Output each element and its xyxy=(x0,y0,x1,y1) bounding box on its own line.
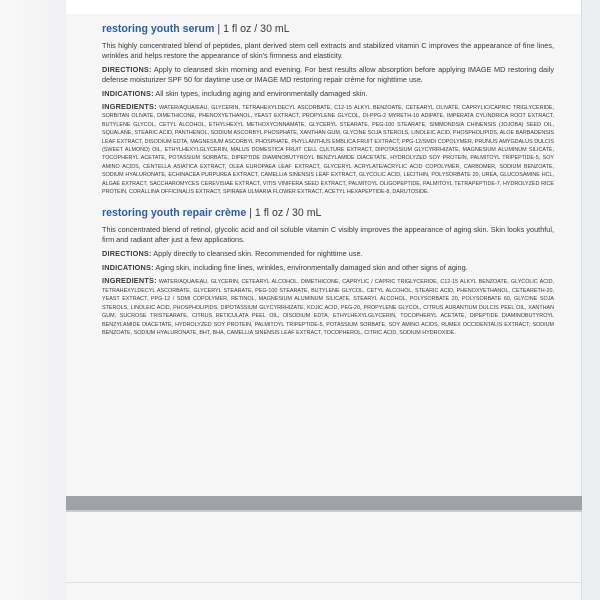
creme-product-name: restoring youth repair crème xyxy=(102,207,247,220)
serum-separator: | xyxy=(214,23,224,35)
serum-product-name: restoring youth serum xyxy=(102,23,215,35)
serum-description: This highly concentrated blend of peptides, plant derived stem cell extracts and stabilized vitamin C improves the appearance of fine lines, wrinkles and helps restore the appearance of skin's firmness and elasticity. xyxy=(102,41,554,60)
creme-description: This concentrated blend of retinol, glycolic acid and oil soluble vitamin C visibly improves the appearance of aging skin. Skin looks youthful, firm and radiant after just a few applications. xyxy=(102,225,554,245)
serum-ingredients-text: WATER/AQUA/EAU, GLYCERIN, TETRAHEXYLDECYL ASCORBATE, C12-15 ALKYL BENZOATE, CETEARYL OLIVATE, CAPRYLIC/CAPRIC TRIGLYCERIDE, SORBITAN OLIVATE, DIMETHICONE, PHENOXYETHANOL, YEAST EXTRACT, PROPYLENE GLYCOL, DI-PPG-2 MYRETH-10 ADIPATE, IMPERATA CYLINDRICA ROOT EXTRACT, BUTYLENE GLYCOL, CETYL ALCOHOL, ETHYLHEXYL METHOXYCINNAMATE, GLYCERYL STEARATE, PEG-100 STEARATE, SIMMONDSIA CHINENSIS (JOJOBA) SEED OIL, SQUALANE, STEARIC ACID, PANTHENOL, SODIUM ASCORBYL PHOSPHATE, XANTHAN GUM, GLYCINE SOJA STEROLS, LINOLEIC ACID, PHOSPHOLIPIDS, ALOE BARBADENSIS LEAF EXTRACT, DISODIUM EDTA, MAGNESIUM ASCORBYL PHOSPHATE, PHYLLANTHUS EMBLICA FRUIT EXTRACT, PPG-12/SMDI COPOLYMER, PRUNUS AMYGDALUS DULCIS (SWEET ALMOND) OIL, ETHYLHEXYLGLYCERIN, MALUS DOMESTICA FRUIT CELL CULTURE EXTRACT, DIPOTASSIUM GLYCYRRHIZATE, MAGNESIUM ALUMINUM SILICATE, TOCOPHERYL ACETATE, POTASSIUM SORBATE, DIPEPTIDE DIAMINOBUTYROYL BENZYLAMIDE DIACETATE, HYDROLYZED SOY PROTEIN, PALMITOYL TRIPEPTIDE-5, SOY AMINO ACIDS, CENTELLA ASIATICA EXTRACT, OLEA EUROPAEA LEAF EXTRACT, GLYCERYL ACRYLATE/ACRYLIC ACID COPOLYMER, CARBOMER, SODIUM BENZOATE, SODIUM HYALURONATE, ECHINACEA PURPUREA EXTRACT, CAMELLIA SINENSIS LEAF EXTRACT, GLYCOLIC ACID, LECITHIN, POLYSORBATE 20, UREA, GLUCOSAMINE HCL, ALGAE EXTRACT, SACCHAROMYCES CEREVISIAE EXTRACT, VITIS VINIFERA SEED EXTRACT, PALMITOYL OLIGOPEPTIDE, PALMITOYL TETRAPEPTIDE-7, HYDROLYZED RICE PROTEIN, CORALLINA OFFICINALIS EXTRACT, SPIRAEA ULMARIA FLOWER EXTRACT, ACETYL HEXAPEPTIDE-8, DARUTOSIDE. xyxy=(102,105,555,196)
creme-indications-label: INDICATIONS: xyxy=(102,263,154,273)
serum-ingredients-label: INGREDIENTS: xyxy=(102,102,157,111)
label-content xyxy=(102,22,554,347)
serum-size: 1 fl oz / 30 mL xyxy=(223,23,290,35)
carton-right-edge xyxy=(581,0,600,600)
gray-accent-band xyxy=(66,496,582,510)
creme-indications xyxy=(102,263,554,273)
creme-ingredients-label: INGREDIENTS: xyxy=(102,276,157,286)
creme-heading xyxy=(102,206,554,220)
serum-ingredients xyxy=(102,103,554,196)
serum-directions-text: Apply to cleansed skin morning and evening. For best results allow absorption before applying IMAGE MD restoring daily defense moisturizer SPF 50 for daytime use or IMAGE MD restoring repair crème for nighttime use. xyxy=(102,65,554,84)
creme-ingredients-text: WATER/AQUA/EAU, GLYCERIN, CETEARYL ALCOHOL, DIMETHICONE, CAPRYLIC / CAPRIC TRIGLYCERIDE, C12-15 ALKYL BENZOATE, GLYCOLIC ACID, TETRAHEXYLDECYL ASCORBATE, GLYCERYL STEARATE, PEG-100 STEARATE, BUTYLENE GLYCOL, CETYL ALCOHOL, STEARIC ACID, PHENOXYETHANOL, CETEARETH-20, YEAST EXTRACT, PPG-12 / SDMI COPOLYMER, RETINOL, MAGNESIUM ALUMINUM SILICATE, STEARYL ALCOHOL, POLYSORBATE 20, POLYSORBATE 60, GLYCINE SOJA STEROLS, LINOLEIC ACID, PHOSPHOLIPIDS, DIPOTASSIUM GLYCYRRHIZATE, KOJIC ACID, PEG-20, PROPYLENE GLYCOL, CITRUS AURANTIUM DULCIS PEEL OIL, XANTHAN GUM, SUCROSE TRISTEARATE, CITRUS RETICULATA PEEL OIL, DISODIUM EDTA, ETHYLHEXYLGLYCERIN, TOCOPHERYL ACETATE, DIPEPTIDE DIAMINOBUTYROYL BENZYLAMIDE DIACETATE, HYDROLYZED SOY PROTEIN, PALMITOYL TRIPEPTIDE-5, POTASSIUM SORBATE, SOY AMINO ACIDS, RUMEX OCCIDENTALIS EXTRACT, SODIUM BENZOATE, SODIUM HYALURONATE, BHT, BHA, CAMELLIA SINENSIS LEAF EXTRACT, TOCOPHEROL, CITRIC ACID, SODIUM HYDROXIDE. xyxy=(102,279,554,336)
serum-indications-text: All skin types, including aging and environmentally damaged skin. xyxy=(155,89,368,98)
serum-heading xyxy=(102,22,554,36)
carton-left-margin xyxy=(0,0,66,600)
creme-directions-label: DIRECTIONS: xyxy=(102,249,152,259)
serum-directions-label: DIRECTIONS: xyxy=(102,65,152,74)
creme-section xyxy=(102,206,554,337)
creme-directions-text: Apply directly to cleansed skin. Recommended for nighttime use. xyxy=(153,249,363,259)
serum-indications xyxy=(102,89,554,99)
serum-indications-label: INDICATIONS: xyxy=(102,89,154,98)
serum-section xyxy=(102,22,554,196)
creme-separator: | xyxy=(246,207,255,220)
creme-indications-text: Aging skin, including fine lines, wrinkles, environmentally damaged skin and other signs of aging. xyxy=(155,263,468,273)
carton-bottom-fold xyxy=(66,582,582,583)
creme-directions xyxy=(102,249,554,259)
serum-directions xyxy=(102,65,554,85)
creme-size: 1 fl oz / 30 mL xyxy=(254,207,322,220)
carton-top-flap xyxy=(0,0,600,15)
band-shadow-line xyxy=(66,510,582,512)
creme-ingredients xyxy=(102,277,554,337)
